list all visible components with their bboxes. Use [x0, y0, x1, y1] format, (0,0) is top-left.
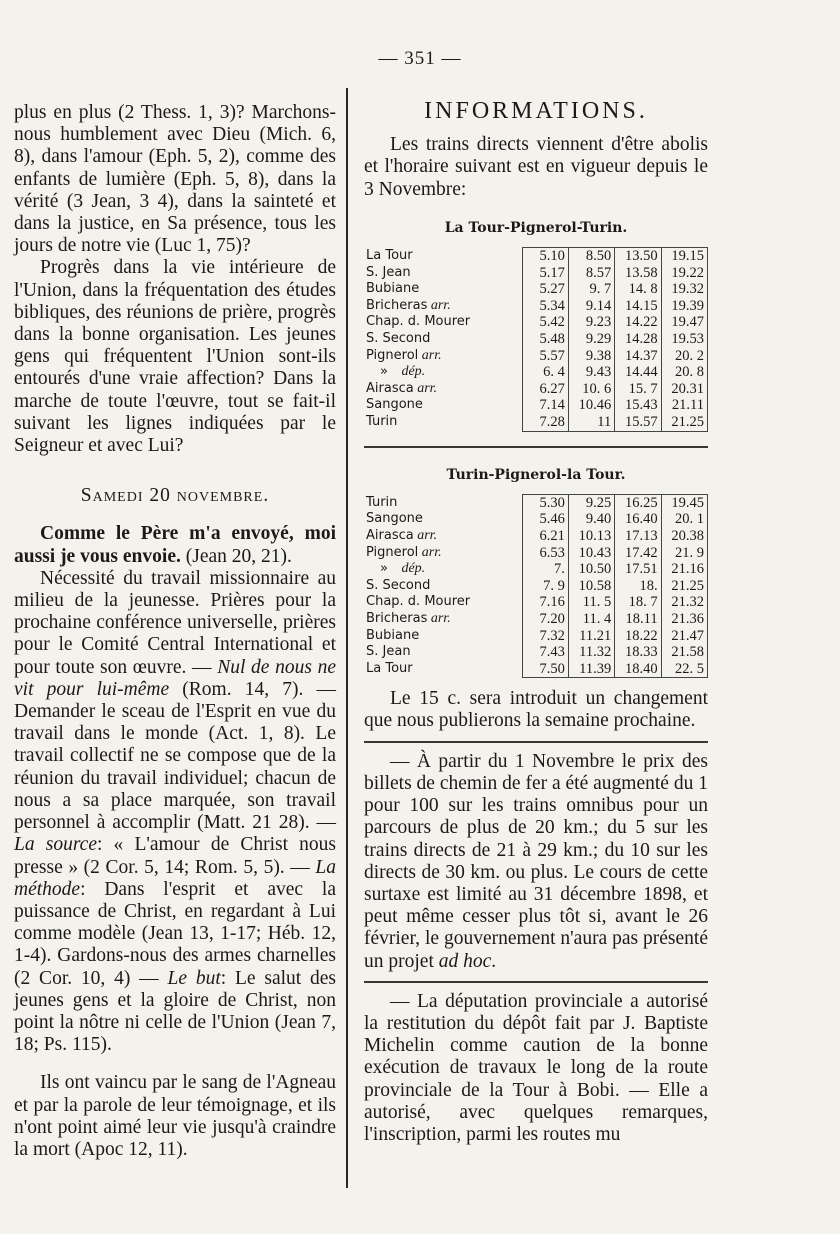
departure-time: 13.58 — [615, 265, 661, 282]
departure-time: 19.32 — [661, 281, 707, 298]
departure-time: 20. 1 — [661, 511, 707, 528]
departure-time: 6.27 — [522, 381, 568, 398]
station-name: S. Jean — [366, 644, 411, 660]
station-name: Chap. d. Mourer — [366, 594, 471, 610]
paragraph-intro: Les trains directs viennent d'être abolis et l'horaire suivant est en vigueur depuis le 3 Novembre: — [364, 134, 708, 200]
verse-text: Comme le Père m'a envoyé, moi aussi je vous envoie. — [14, 523, 336, 567]
departure-time: 5.46 — [522, 511, 568, 528]
timetable-row — [364, 628, 708, 645]
paragraph-deputation: — La députation provinciale a autorisé la restitution du dépôt fait par J. Baptiste Michelin comme caution de la bonne exécution de travaux le long de la route provinciale de la Tour à Bobi. — Elle a autorisé, avec quelques remarques, l'inscription, parmi les routes mu — [364, 990, 708, 1145]
section-rule — [364, 741, 708, 743]
departure-time: 7.32 — [522, 628, 568, 645]
departure-time: 15.43 — [615, 397, 661, 414]
departure-time: 14.28 — [615, 331, 661, 348]
timetable-row — [364, 494, 708, 511]
departure-time: 16.40 — [615, 511, 661, 528]
departure-time: 7.50 — [522, 661, 568, 678]
timetable-row — [364, 545, 708, 562]
departure-time: 11. 5 — [568, 594, 614, 611]
departure-time: 14.15 — [615, 298, 661, 315]
departure-time: 7.28 — [522, 414, 568, 431]
station-name: La Tour — [366, 247, 413, 263]
section-rule — [364, 981, 708, 983]
station-name: Airasca arr. — [366, 527, 438, 543]
departure-time: 11.39 — [568, 661, 614, 678]
section-date: Samedi 20 novembre. — [80, 485, 270, 507]
station-name: Turin — [366, 494, 398, 510]
timetable-row — [364, 331, 708, 348]
departure-time: 5.17 — [522, 265, 568, 282]
italic-goal: Le but — [167, 967, 221, 989]
departure-time: 20. 2 — [661, 348, 707, 365]
departure-time: 8.57 — [568, 265, 614, 282]
station-name: S. Jean — [366, 264, 411, 280]
departure-time: 15. 7 — [615, 381, 661, 398]
departure-time: 7.16 — [522, 594, 568, 611]
departure-time: 7. 9 — [522, 578, 568, 595]
station-name: Bricheras arr. — [366, 297, 451, 313]
departure-time: 10.58 — [568, 578, 614, 595]
departure-time: 20.38 — [661, 528, 707, 545]
timetable-row — [364, 397, 708, 414]
station-name: S. Second — [366, 577, 431, 593]
departure-time: 7.20 — [522, 611, 568, 628]
departure-time: 11 — [568, 414, 614, 431]
departure-time: 11.32 — [568, 644, 614, 661]
station-name: La Tour — [366, 660, 413, 676]
departure-time: 10.46 — [568, 397, 614, 414]
departure-time: 5.57 — [522, 348, 568, 365]
text-run: . — [491, 950, 497, 972]
timetable-row — [364, 528, 708, 545]
station-modifier: arr. — [427, 297, 451, 313]
station-name: Bricheras arr. — [366, 610, 451, 626]
departure-time: 5.30 — [522, 494, 568, 511]
text-run: : « L'amour de Christ nous presse » (2 Cor. 5, 14; Rom. 5, 5). — — [14, 834, 337, 878]
departure-time: 18.33 — [615, 644, 661, 661]
timetable-row — [364, 265, 708, 282]
verse-paragraph — [14, 523, 336, 567]
timetable-row — [364, 414, 708, 431]
timetable-row — [364, 314, 708, 331]
departure-time: 7. — [522, 561, 568, 578]
station-modifier: arr. — [413, 380, 438, 396]
timetable-row — [364, 511, 708, 528]
departure-time: 5.42 — [522, 314, 568, 331]
departure-time: 21.25 — [661, 578, 707, 595]
departure-time: 17.13 — [615, 528, 661, 545]
paragraph-questions: plus en plus (2 Thess. 1, 3)? Marchons-nous humblement avec Dieu (Mich. 6, 8), dans l'amour (Eph. 5, 2), comme des enfants de lumière (Eph. 5, 8), dans la vérité (3 Jean, 3 4), dans la sainteté et dans la justice, en Sa présence, tous les jours de notre vie (Luc 1, 75)? — [14, 102, 336, 257]
station-name: » dép. — [380, 561, 426, 577]
italic-source: La source — [14, 834, 97, 856]
departure-time: 10.13 — [568, 528, 614, 545]
departure-time: 10.50 — [568, 561, 614, 578]
departure-time: 21.11 — [661, 397, 707, 414]
page-number: — 351 — — [378, 48, 462, 69]
departure-time: 5.10 — [522, 248, 568, 265]
timetable-row — [364, 661, 708, 678]
timetable-row — [364, 364, 708, 381]
departure-time: 21. 9 — [661, 545, 707, 562]
departure-time: 21.16 — [661, 561, 707, 578]
departure-time: 9.43 — [568, 364, 614, 381]
departure-time: 7.43 — [522, 644, 568, 661]
departure-time: 22. 5 — [661, 661, 707, 678]
departure-time: 14.44 — [615, 364, 661, 381]
text-run: : Le salut des jeunes gens et la gloire de Christ, non point la nôtre ni celle de l'Union (Jean 7, 18; Ps. 115). — [14, 967, 336, 1056]
timetable-1-title: La Tour-Pignerol-Turin. — [444, 219, 628, 236]
departure-time: 18.40 — [615, 661, 661, 678]
departure-time: 6. 4 — [522, 364, 568, 381]
departure-time: 10. 6 — [568, 381, 614, 398]
station-name: Chap. d. Mourer — [366, 314, 471, 330]
station-name: Pignerol arr. — [366, 347, 442, 363]
station-name: Sangone — [366, 511, 423, 527]
timetable-row — [364, 578, 708, 595]
departure-time: 6.53 — [522, 545, 568, 562]
departure-time: 5.27 — [522, 281, 568, 298]
italic-ad-hoc: ad hoc — [438, 950, 492, 972]
section-heading: INFORMATIONS. — [424, 98, 648, 124]
departure-time: 17.42 — [615, 545, 661, 562]
station-name: Turin — [366, 414, 398, 430]
departure-time: 15.57 — [615, 414, 661, 431]
text-run: Nécessité du travail missionnaire au milieu de la jeunesse. Prières pour la prochaine conférence universelle, prières pour le Comité Central International et pour toute son œuvre. — — [14, 567, 336, 678]
departure-time: 20.31 — [661, 381, 707, 398]
departure-time: 18. — [615, 578, 661, 595]
departure-time: 20. 8 — [661, 364, 707, 381]
station-modifier: arr. — [418, 347, 442, 363]
departure-time: 21.25 — [661, 414, 707, 431]
text-run: — À partir du 1 Novembre le prix des billets de chemin de fer a été augmenté du 1 pour 100 sur les trains omnibus pour un parcours de plus de 20 km.; du 5 sur les trains directs de 21 à 29 km.; du 10 sur les directs de 30 km. ou plus. Le cours de cette surtaxe est limité au 31 décembre 1898, et peut même cesser plus tôt si, avant le 26 février, le gouvernement n'aura pas présenté un projet — [364, 750, 708, 972]
departure-time: 13.50 — [615, 248, 661, 265]
italic-quote: Nul de nous ne vit pour lui-même — [14, 656, 336, 700]
departure-time: 8.50 — [568, 248, 614, 265]
departure-time: 21.58 — [661, 644, 707, 661]
departure-time: 6.21 — [522, 528, 568, 545]
station-modifier: arr. — [413, 527, 438, 543]
right-column — [364, 100, 708, 1146]
station-name: S. Second — [366, 330, 431, 346]
station-name: Airasca arr. — [366, 380, 438, 396]
departure-time: 19.47 — [661, 314, 707, 331]
left-column — [14, 102, 336, 1161]
paragraph-change-notice: Le 15 c. sera introduit un changement que nous publierons la semaine prochaine. — [364, 688, 708, 732]
departure-time: 17.51 — [615, 561, 661, 578]
station-name: Bubiane — [366, 627, 420, 643]
timetable-row — [364, 348, 708, 365]
departure-time: 11.21 — [568, 628, 614, 645]
paragraph-fares — [364, 751, 708, 973]
departure-time: 9.25 — [568, 494, 614, 511]
station-name: Pignerol arr. — [366, 544, 442, 560]
departure-time: 9.23 — [568, 314, 614, 331]
station-modifier: dép. — [397, 561, 426, 577]
italic-method: La méthode — [14, 856, 336, 900]
timetable-row — [364, 561, 708, 578]
section-rule — [364, 446, 708, 448]
departure-time: 9. 7 — [568, 281, 614, 298]
text-run: (Rom. 14, 7). — Demander le sceau de l'Esprit en vue du travail dans le monde (Act. 1, 8). Le travail collectif ne se compose que de la réunion du travail individuel; chacun de nous a sa place marquée, son travail personnel à accomplir (Matt. 21 28). — — [14, 678, 336, 834]
text-run: : Dans l'esprit et avec la puissance de Christ, en regardant à Lui comme modèle (Jean 13, 1-17; Héb. 12, 1-4). Gardons-nous des armes charnelles (2 Cor. 10, 4) — — [14, 878, 336, 989]
departure-time: 14.37 — [615, 348, 661, 365]
station-modifier: arr. — [418, 544, 442, 560]
station-name: Bubiane — [366, 281, 420, 297]
departure-time: 5.48 — [522, 331, 568, 348]
departure-time: 7.14 — [522, 397, 568, 414]
departure-time: 18. 7 — [615, 594, 661, 611]
departure-time: 19.39 — [661, 298, 707, 315]
station-name: » dép. — [380, 364, 426, 380]
departure-time: 11. 4 — [568, 611, 614, 628]
departure-time: 16.25 — [615, 494, 661, 511]
timetable-row — [364, 594, 708, 611]
verse-reference: (Jean 20, 21). — [180, 545, 292, 567]
departure-time: 9.40 — [568, 511, 614, 528]
departure-time: 19.45 — [661, 494, 707, 511]
departure-time: 21.32 — [661, 594, 707, 611]
timetable-2 — [364, 494, 708, 679]
timetable-row — [364, 281, 708, 298]
departure-time: 21.47 — [661, 628, 707, 645]
timetable-row — [364, 611, 708, 628]
departure-time: 19.15 — [661, 248, 707, 265]
paragraph-mission — [14, 568, 336, 1056]
departure-time: 9.38 — [568, 348, 614, 365]
timetable-1 — [364, 247, 708, 432]
departure-time: 21.36 — [661, 611, 707, 628]
departure-time: 9.29 — [568, 331, 614, 348]
paragraph-apocalypse: Ils ont vaincu par le sang de l'Agneau et par la parole de leur témoignage, et ils n'ont point aimé leur vie jusqu'à craindre la mort (Apoc 12, 11). — [14, 1072, 336, 1160]
departure-time: 18.22 — [615, 628, 661, 645]
departure-time: 19.53 — [661, 331, 707, 348]
timetable-row — [364, 381, 708, 398]
column-divider — [346, 88, 348, 1188]
timetable-row — [364, 298, 708, 315]
timetable-2-title: Turin-Pignerol-la Tour. — [446, 466, 626, 483]
departure-time: 14.22 — [615, 314, 661, 331]
station-name: Sangone — [366, 397, 423, 413]
departure-time: 14. 8 — [615, 281, 661, 298]
departure-time: 18.11 — [615, 611, 661, 628]
station-modifier: arr. — [427, 610, 451, 626]
departure-time: 19.22 — [661, 265, 707, 282]
departure-time: 9.14 — [568, 298, 614, 315]
departure-time: 5.34 — [522, 298, 568, 315]
station-modifier: dép. — [397, 364, 426, 380]
paragraph-progress: Progrès dans la vie intérieure de l'Union, dans la fréquentation des études bibliques, des réunions de prière, progrès dans la bonne organisation. Les jeunes gens qui fréquentent l'Union sont-ils entourés d'une vraie affection? Dans la marche de toute l'œuvre, tout se fait-il suivant les lignes indiquées par le Seigneur et avec Lui? — [14, 257, 336, 457]
timetable-row — [364, 644, 708, 661]
departure-time: 10.43 — [568, 545, 614, 562]
timetable-row — [364, 248, 708, 265]
